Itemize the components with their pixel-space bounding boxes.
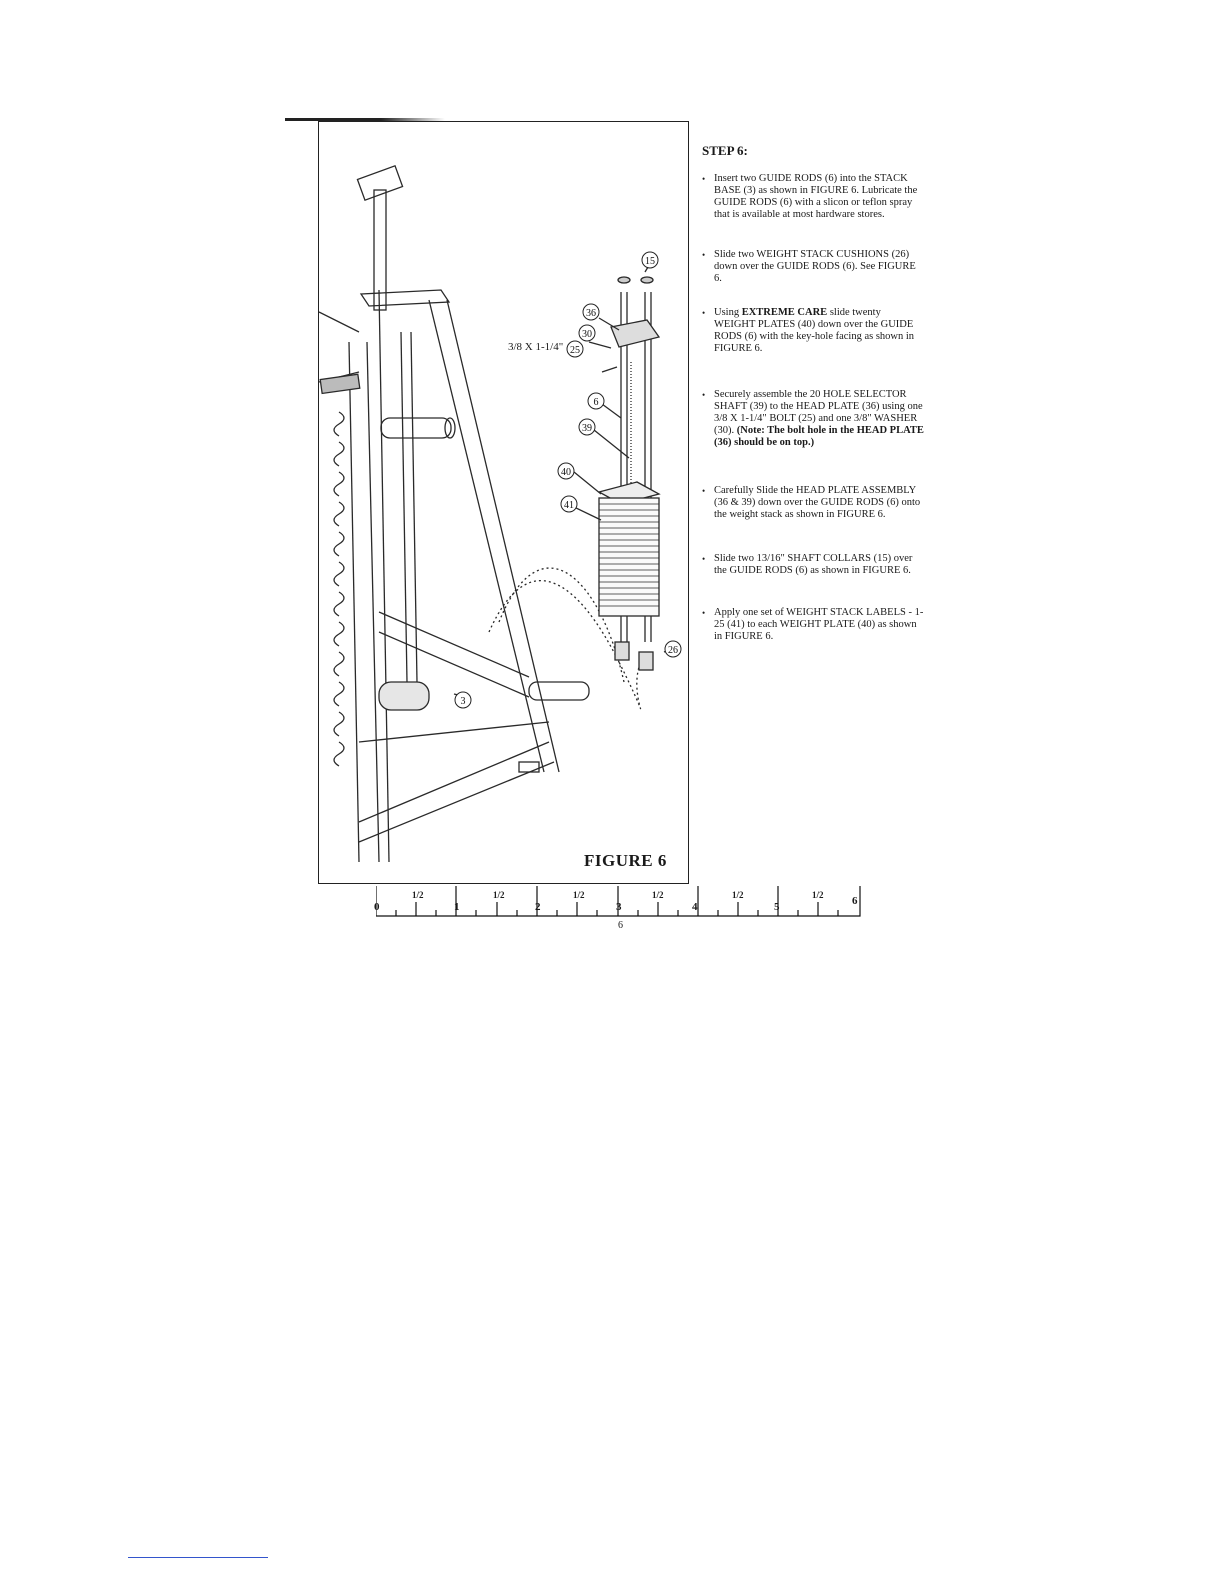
ruler-number: 4 — [692, 901, 698, 913]
svg-text:40: 40 — [561, 467, 571, 478]
foam-roller — [379, 682, 429, 710]
stack-cushion — [615, 642, 629, 660]
frame-left-rail — [349, 342, 359, 862]
step-item-5: • Carefully Slide the HEAD PLATE ASSEMBLY (36 & 39) down over the GUIDE RODS (6) onto the weight stack as shown in FIGURE 6. — [702, 485, 924, 521]
figure-caption: FIGURE 6 — [584, 851, 667, 870]
figure-6-panel — [318, 121, 689, 884]
instructions-column — [702, 143, 924, 642]
svg-text:6: 6 — [593, 397, 599, 408]
ruler-footer-number: 6 — [618, 920, 623, 931]
frame-diagonal-right — [429, 300, 544, 772]
step-title: STEP 6: — [702, 143, 748, 158]
svg-text:36: 36 — [586, 308, 596, 319]
ruler-half-label: 1/2 — [732, 890, 744, 900]
ruler-half-label: 1/2 — [652, 890, 664, 900]
step-item-2: • Slide two WEIGHT STACK CUSHIONS (26) down over the GUIDE RODS (6). See FIGURE 6. — [702, 249, 924, 285]
top-bracket — [357, 166, 402, 200]
weight-stack — [599, 482, 659, 616]
step-item-3: • Using EXTREME CARE slide twenty WEIGHT PLATES (40) down over the GUIDE RODS (6) with the key-hole facing as shown in FIGURE 6. — [702, 307, 924, 355]
bolt-size-label: 3/8 X 1-1/4" — [508, 341, 564, 353]
step-item-7: • Apply one set of WEIGHT STACK LABELS - 1-25 (41) to each WEIGHT PLATE (40) as shown in FIGURE 6. — [702, 607, 924, 643]
gym-assembly-illustration — [319, 122, 690, 885]
ruler-number: 0 — [374, 901, 380, 913]
step-item-4: • Securely assemble the 20 HOLE SELECTOR SHAFT (39) to the HEAD PLATE (36) using one 3/8 X 1-1/4" BOLT (25) and one 3/8" WASHER (30). (Note: The bolt hole in the HEAD PLATE (36) should be on top.) — [702, 389, 924, 449]
ruler-number: 3 — [616, 901, 622, 913]
weight-peg — [381, 418, 451, 438]
step-item-6: • Slide two 13/16" SHAFT COLLARS (15) over the GUIDE RODS (6) as shown in FIGURE 6. — [702, 553, 924, 577]
callout-15-text: 15 — [645, 256, 655, 267]
ruler-half-label: 1/2 — [573, 890, 585, 900]
ruler-number: 6 — [852, 895, 858, 907]
ruler-half-label: 1/2 — [412, 890, 424, 900]
ruler-half-label: 1/2 — [812, 890, 824, 900]
upright-post — [374, 190, 386, 310]
svg-text:39: 39 — [582, 423, 592, 434]
storage-pegs — [334, 412, 344, 766]
svg-text:3: 3 — [460, 696, 466, 707]
ruler-number: 2 — [535, 901, 541, 913]
ruler-half-label: 1/2 — [493, 890, 505, 900]
ruler-number: 1 — [454, 901, 460, 913]
footer-rule — [128, 1557, 268, 1558]
head-plate — [611, 320, 659, 347]
ruler-number: 5 — [774, 901, 780, 913]
svg-text:30: 30 — [582, 329, 592, 340]
step-item-1: • Insert two GUIDE RODS (6) into the STACK BASE (3) as shown in FIGURE 6. Lubricate the GUIDE RODS (6) with a slicon or teflon spray that is available at most hardware stores. — [702, 173, 924, 221]
svg-text:25: 25 — [570, 345, 580, 356]
svg-text:41: 41 — [564, 500, 574, 511]
svg-text:26: 26 — [668, 645, 678, 656]
